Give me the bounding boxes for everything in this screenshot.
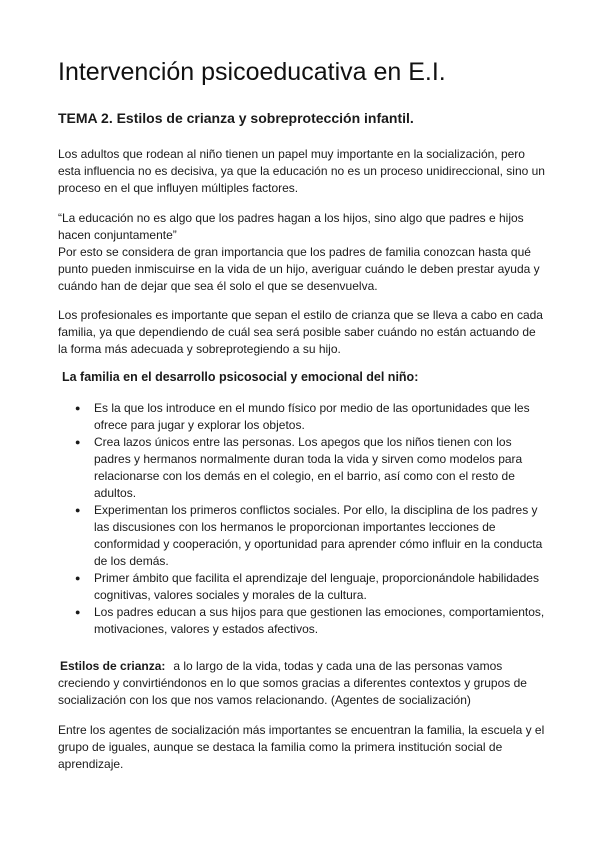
list-item: ● Es la que los introduce en el mundo físico por medio de las oportunidades que les ofrece para jugar y explorar los objetos.	[58, 400, 548, 434]
section-heading-family: La familia en el desarrollo psicosocial y emocional del niño:	[62, 370, 419, 384]
quote-text: “La educación no es algo que los padres hagan a los hijos, sino algo que padres e hijos hacen conjuntamente”	[58, 211, 524, 242]
paragraph-quote-block	[58, 210, 548, 295]
list-item: ● Experimentan los primeros conflictos sociales. Por ello, la disciplina de los padres y las discusiones con los hermanos le proporcionan importantes lecciones de conformidad y cooperación, y oportunidad para aprender cómo influir en la conducta de los demás.	[58, 502, 548, 570]
paragraph-intro: Los adultos que rodean al niño tienen un papel muy importante en la socialización, pero esta influencia no es decisiva, ya que la educación no es un proceso unidireccional, sino un proceso en el que influyen múltiples factores.	[58, 147, 545, 195]
quote-followup-text: Por esto se considera de gran importancia que los padres de familia conozcan hasta qué punto pueden inmiscuirse en la vida de un hijo, averiguar cuándo le deben prestar ayuda y cuándo han de dejar que sea él solo el que se desenvuelva.	[58, 245, 540, 293]
paragraph-parenting-styles	[58, 658, 548, 709]
document-title: Intervención psicoeducativa en E.I.	[58, 58, 446, 86]
family-bullet-list	[58, 400, 548, 638]
paragraph-professionals: Los profesionales es importante que sepan el estilo de crianza que se lleva a cabo en cada familia, ya que dependiendo de cuál sea será posible saber cuándo no están actuando de la forma más adecuada y sobreprotegiendo a su hijo.	[58, 308, 543, 356]
list-item: ● Los padres educan a sus hijos para que gestionen las emociones, comportamientos, motivaciones, valores y estados afectivos.	[58, 604, 548, 638]
document-subtitle: TEMA 2. Estilos de crianza y sobreprotección infantil.	[58, 110, 414, 126]
parenting-styles-lead: Estilos de crianza:	[60, 659, 166, 673]
list-item: ● Crea lazos únicos entre las personas. Los apegos que los niños tienen con los padres y hermanos normalmente duran toda la vida y sirven como modelos para relacionarse con los demás en el colegio, en el barrio, así como con el resto de adultos.	[58, 434, 548, 502]
list-item: ● Primer ámbito que facilita el aprendizaje del lenguaje, proporcionándole habilidades cognitivas, valores sociales y morales de la cultura.	[58, 570, 548, 604]
paragraph-socialization-agents: Entre los agentes de socialización más importantes se encuentran la familia, la escuela y el grupo de iguales, aunque se destaca la familia como la primera institución social de aprendizaje.	[58, 723, 545, 771]
parenting-styles-body: a lo largo de la vida, todas y cada una de las personas vamos creciendo y convirtiéndonos en lo que somos gracias a diferentes contextos y grupos de socialización con los que nos vamos relacionando. (Agentes de socialización)	[58, 659, 527, 707]
